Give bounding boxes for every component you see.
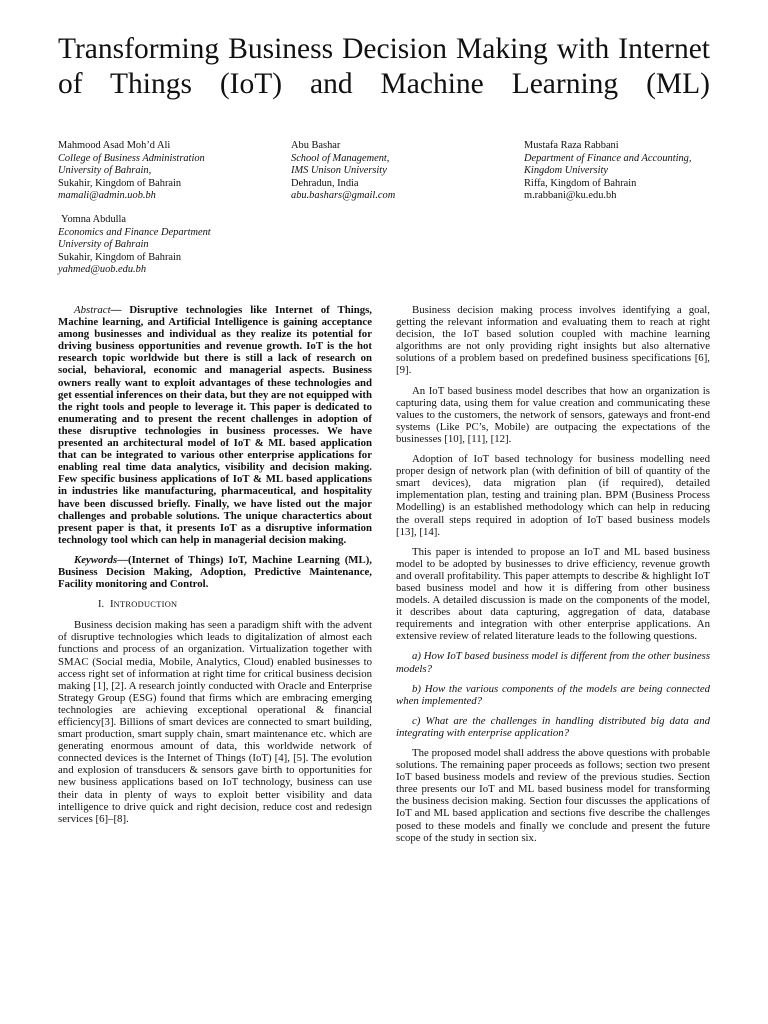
body-paragraph: Business decision making process involves identifying a goal, getting the relevant information and evaluating them to reach at right decision, the IoT based solution coupled with machine learning algorithms are not only providing right insights but also alternative solutions of a problem based on predefined business specifications [6], [9]. <box>396 304 710 377</box>
section-number: I. <box>98 599 105 611</box>
research-question <box>396 650 710 674</box>
question-text: What are the challenges in handling distributed big data and integrating with enterprise application? <box>396 714 711 739</box>
body-paragraph: An IoT based business model describes that how an organization is capturing data, using them for value creation and communicating these values to the customers, the network of sensors, gateways and front-end systems (Like PC’s, Mobile) are outpacing the expectations of the businesses [10], [11], [12]. <box>396 384 710 445</box>
right-column <box>396 304 710 852</box>
author-dept: Department of Finance and Accounting, <box>524 152 692 164</box>
author-place: Dehradun, India <box>291 177 359 189</box>
author-name: Mustafa Raza Rabbani <box>524 140 619 151</box>
author-org: University of Bahrain <box>58 239 149 251</box>
author-name: Mahmood Asad Moh’d Ali <box>58 140 171 151</box>
author-org: IMS Unison University <box>291 165 387 177</box>
keywords-paragraph <box>58 554 372 590</box>
author-block <box>291 140 511 203</box>
abstract-label: Abstract <box>74 304 111 316</box>
body-paragraph: The proposed model shall address the above questions with probable solutions. The remaining paper proceeds as follows; section two present IoT based business models and review of the previous studies. Section three presents our IoT and ML based business model for transforming the business decision making. Section four discusses the applications of IoT and ML based application and sections five describe the challenges posed to these models and finally we conclude and present the future scope of the study in section six. <box>396 747 710 844</box>
author-place: Riffa, Kingdom of Bahrain <box>524 177 637 189</box>
author-place: Sukahir, Kingdom of Bahrain <box>58 251 182 263</box>
author-block <box>58 140 288 203</box>
section-title-rest: NTRODUCTION <box>113 600 178 610</box>
author-dept: Economics and Finance Department <box>58 226 211 238</box>
section-title-initial: I <box>110 598 114 611</box>
author-name: Abu Bashar <box>291 140 341 151</box>
left-column <box>58 304 372 833</box>
question-letter: b) <box>412 682 421 695</box>
author-org: Kingdom University <box>524 165 608 177</box>
question-text: How IoT based business model is different from the other business models? <box>396 650 711 675</box>
author-email: abu.bashars@gmail.com <box>291 190 396 202</box>
author-email: m.rabbani@ku.edu.bh <box>524 190 617 202</box>
body-paragraph: This paper is intended to propose an IoT and ML based business model to be adopted by businesses to drive efficiency, revenue growth and overall profitability. This paper attempts to describe & highlight IoT based business model and how it is differing from other business models. A detailed discussion is made on the components of the model, it describes about data capturing, aggregation of data, database requirements and integration with other enterprise applications. An extensive review of related literature leads to the following questions. <box>396 545 710 643</box>
keywords-label: Keywords <box>74 553 118 566</box>
author-dept: School of Management, <box>291 152 390 164</box>
author-dept: College of Business Administration <box>58 152 205 164</box>
author-block <box>524 140 724 203</box>
author-place: Sukahir, Kingdom of Bahrain <box>58 177 182 189</box>
paper-title: Transforming Business Decision Making with Internet of Things (IoT) and Machine Learning (ML) <box>58 33 710 100</box>
abstract-paragraph <box>58 304 372 546</box>
author-org: University of Bahrain, <box>58 165 152 177</box>
author-email: mamali@admin.uob.bh <box>58 190 156 202</box>
research-question <box>396 715 710 739</box>
author-email: yahmed@uob.edu.bh <box>58 264 147 276</box>
question-letter: a) <box>412 650 421 663</box>
abstract-text: Disruptive technologies like Internet of Things, Machine learning, and Artificial Intelligence is gaining acceptance among businesses and individual as they realize its potential for driving business opportunities and revenue growth. IoT is the hot research topic worldwide but there is still a lack of research on social, behavioral, economic and managerial aspects. Business owners really want to exploit advantages of these technologies and get essential inferences on their data, but they are not equipped with the right tools and people to leverage it. This paper is dedicated to enumerating and to present the recent challenges in adoption of these disruptive technologies in business processes. We have presented an architectural model of IoT & ML based application that can be integrated to various other enterprise applications for enabling real time data analytics, visibility and decision making. Few specific business applications of IoT & ML based applications in industries like manufacturing, pharmaceutical, and hospitality have been discussed briefly. Finally, we have listed out the major challenges and probable solutions. The unique charactertics about present paper is that, it presents IoT as a disruptive information technology tool which can help in managerial decision making. <box>58 304 373 546</box>
question-text: How the various components of the models are being connected when implemented? <box>396 682 711 707</box>
research-question <box>396 683 710 707</box>
body-paragraph: Adoption of IoT based technology for business modelling need proper design of network plan (with definition of bill of quantity of the smart devices), data migration plan (if required), detailed implementation plan, testing and training plan. BPM (Business Process Modelling) is an established methodology which can help in reducing the overall steps required in adoption of IoT based business models [13], [14]. <box>396 453 710 538</box>
question-letter: c) <box>412 714 421 727</box>
author-name: Yomna Abdulla <box>61 214 127 225</box>
keywords-text: —(Internet of Things) IoT, Machine Learning (ML), Business Decision Making, Adoption, Predictive Maintenance, Facility monitoring and Control. <box>58 553 372 591</box>
abstract-dash: — <box>110 304 130 316</box>
author-block <box>58 214 288 277</box>
section-heading-introduction <box>58 598 372 611</box>
intro-paragraph: Business decision making has seen a paradigm shift with the advent of disruptive technologies which leads to digitalization of almost each functions and process of an organization. Virtualization together with SMAC (Social media, Mobile, Analytics, Cloud) enabled businesses to access right set of information at right time for critical business decision making [1], [2]. A research jointly conducted with Oracle and Enterprise Strategy Group (ESG) found that firms which are embracing emerging technologies are achieving exceptional operational & financial efficiency[3]. Billions of smart devices are connected to smart building, smart production, smart supply chain, smart maintenance etc. which are generating enormous amount of data, this worldwide network of connected devices is the Internet of Things (IoT) [4], [5]. The evolution and explosion of transducers & sensors gave birth to opportunities for new business applications based on IoT technology, business can use their data in plenty of ways to exploit better visibility and data intelligence to drive quick and right decision, reduce cost and redesign services [6]–[8]. <box>58 619 372 825</box>
